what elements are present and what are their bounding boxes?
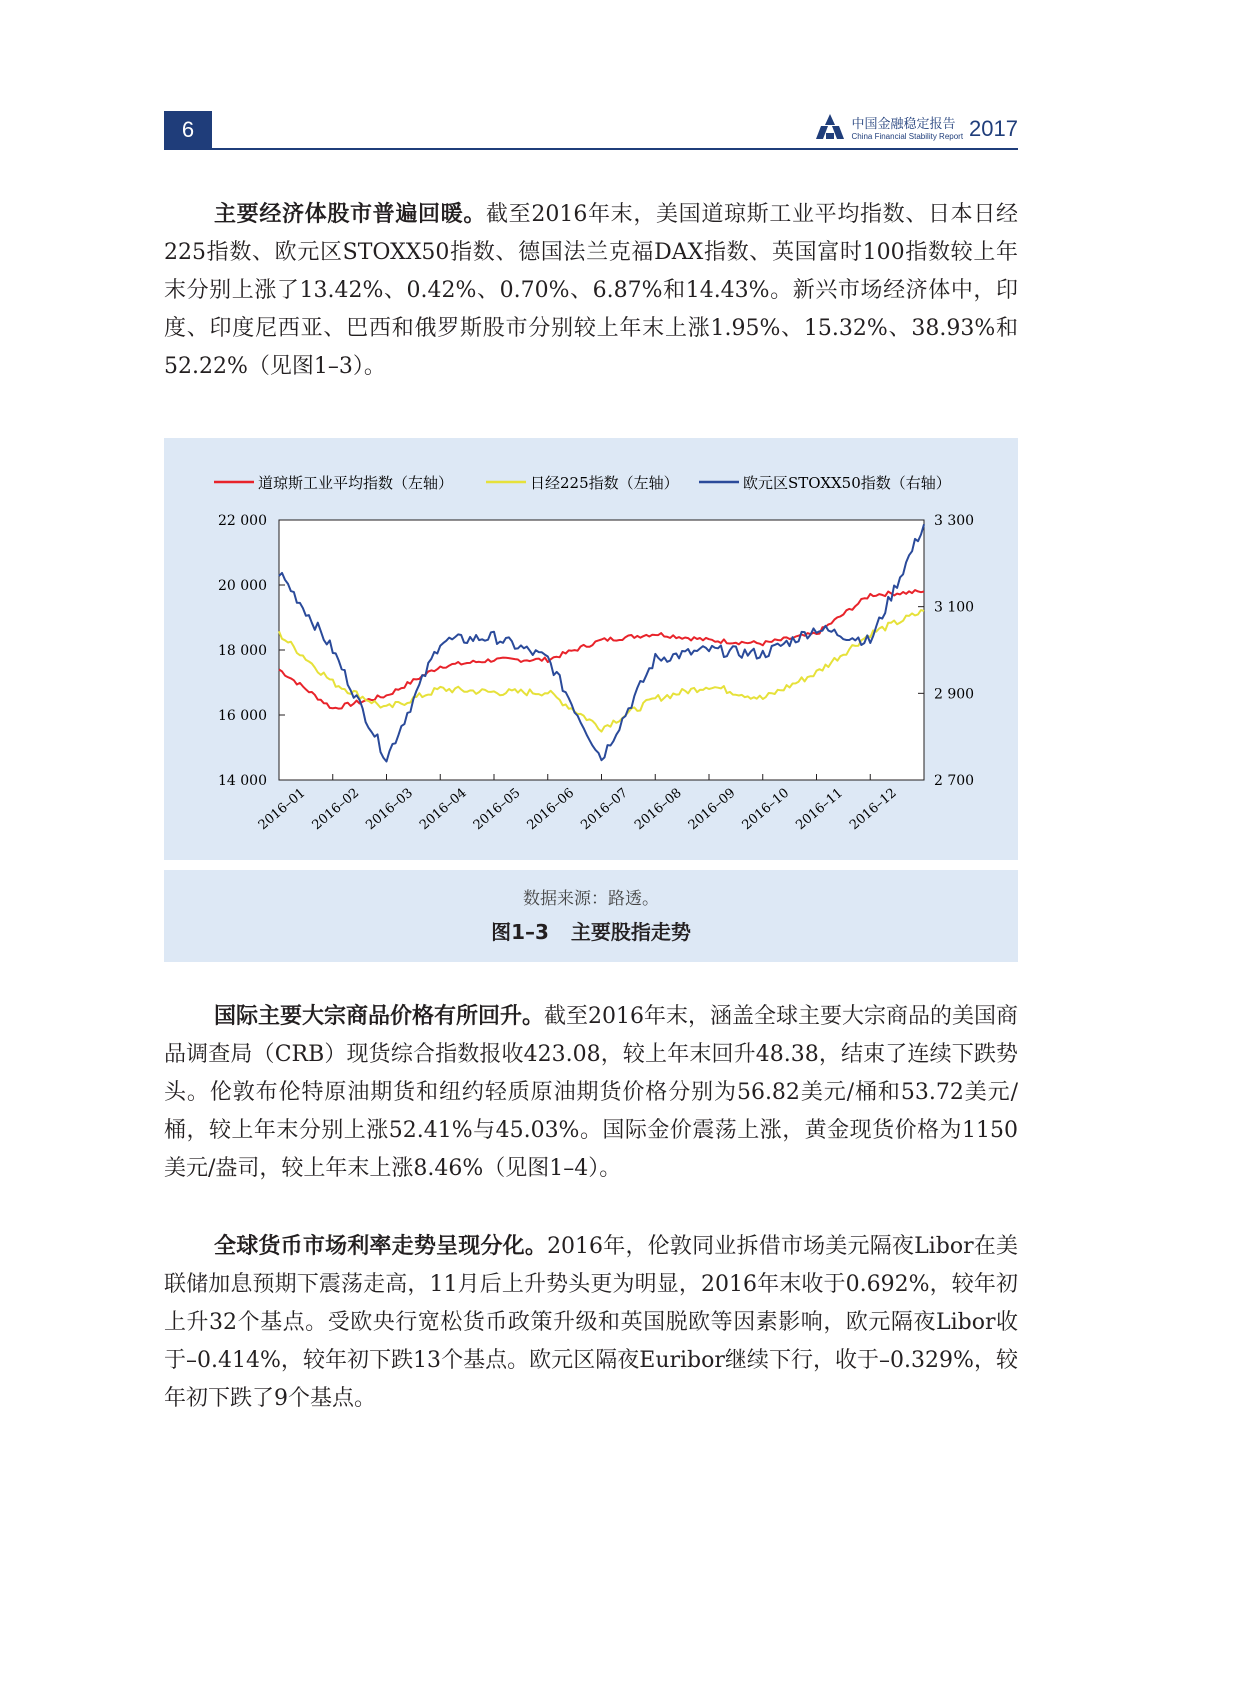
paragraph-money-markets [164,1228,1018,1418]
paragraph-body: 截至2016年末，美国道琼斯工业平均指数、日本日经225指数、欧元区STOXX50指数、德国法兰克福DAX指数、英国富时100指数较上年末分别上涨了13.42%、0.42%、0.70%、6.87%和14.43%。新兴市场经济体中，印度、印度尼西亚、巴西和俄罗斯股市分别较上年末上涨1.95%、15.32%、38.93%和52.22%（见图1–3）。 [164,202,1018,379]
header-rule [164,148,1018,150]
paragraph-lead: 全球货币市场利率走势呈现分化。 [214,1234,548,1259]
right-axis-tick-label: 3 100 [934,599,975,616]
paragraph-stock-markets [164,196,1018,386]
page-number: 6 [164,111,212,149]
x-axis-tick-label: 2016–03 [363,785,416,834]
report-title-cn: 中国金融稳定报告 [851,116,956,131]
figure-number: 图1–3 [491,920,549,944]
report-brand [815,112,1018,142]
x-axis-tick-label: 2016–09 [685,785,739,834]
figure-title [164,916,1018,945]
plot-area [279,520,924,780]
paragraph-body: 2016年，伦敦同业拆借市场美元隔夜Libor在美联储加息预期下震荡走高，11月后上升势头更为明显，2016年末收于0.692%，较年初上升32个基点。受欧央行宽松货币政策升级和英国脱欧等因素影响，欧元隔夜Libor收于–0.414%，较年初下跌13个基点。欧元区隔夜Euribor继续下行，收于–0.329%，较年初下跌了9个基点。 [164,1234,1018,1411]
x-axis-tick-label: 2016–01 [255,785,309,834]
left-axis-tick-label: 14 000 [218,773,267,789]
left-axis-tick-label: 20 000 [218,578,267,594]
stock-index-chart [164,438,1018,860]
right-axis-tick-label: 3 300 [934,513,975,529]
report-year: 2017 [969,116,1018,141]
left-axis-tick-label: 16 000 [218,708,267,724]
x-axis-tick-label: 2016–08 [632,785,685,834]
legend-label-dow: 道琼斯工业平均指数（左轴） [258,474,454,492]
x-axis-tick-label: 2016–04 [417,785,470,834]
paragraph-body: 截至2016年末，涵盖全球主要大宗商品的美国商品调查局（CRB）现货综合指数报收423.08，较上年末回升48.38，结束了连续下跌势头。伦敦布伦特原油期货和纽约轻质原油期货价格分别为56.82美元/桶和53.72美元/桶，较上年末分别上涨52.41%与45.03%。国际金价震荡上涨，黄金现货价格为1150美元/盎司，较上年末上涨8.46%（见图1–4）。 [164,1004,1019,1181]
legend-label-nikkei: 日经225指数（左轴） [530,474,679,492]
right-axis-tick-label: 2 900 [934,686,975,703]
legend-label-stoxx: 欧元区STOXX50指数（右轴） [743,474,951,492]
figure-chart-panel [164,438,1018,860]
x-axis-tick-label: 2016–11 [793,785,846,834]
paragraph-lead: 国际主要大宗商品价格有所回升。 [214,1004,545,1029]
report-title-en: China Financial Stability Report [851,132,964,141]
x-axis-tick-label: 2016–06 [524,785,578,834]
left-axis-tick-label: 18 000 [218,643,267,659]
paragraph-lead: 主要经济体股市普遍回暖。 [214,202,486,227]
pboc-logo-icon [815,112,845,142]
chart-legend [214,474,951,492]
right-axis-tick-label: 2 700 [934,773,975,789]
x-axis-tick-label: 2016–10 [739,785,793,834]
left-axis-tick-label: 22 000 [218,513,267,529]
figure-caption [164,870,1018,962]
x-axis-tick-label: 2016–02 [309,785,363,834]
paragraph-commodities [164,998,1018,1188]
x-axis-tick-label: 2016–07 [578,785,631,834]
figure-title-text: 主要股指走势 [570,920,691,944]
x-axis-tick-label: 2016–05 [470,785,524,834]
x-axis-tick-label: 2016–12 [847,785,900,834]
figure-source: 数据来源：路透。 [523,889,659,909]
